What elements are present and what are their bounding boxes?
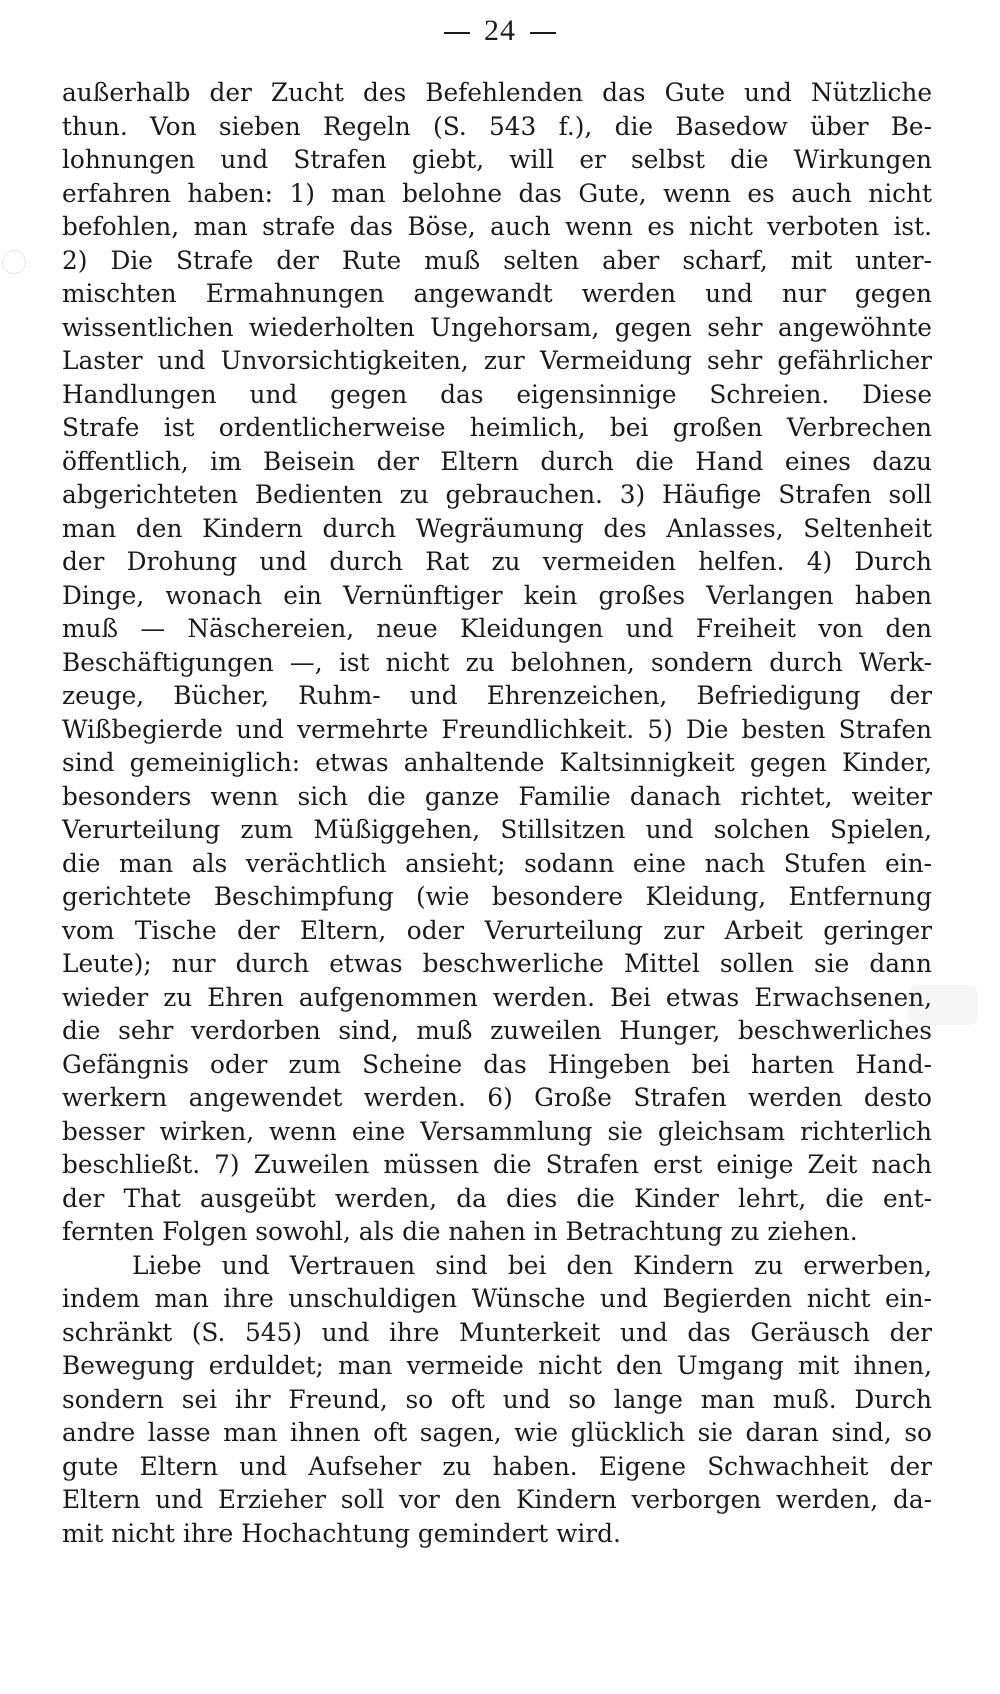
header-dash-left: [444, 32, 470, 34]
text-line: Handlungen und gegen das eigensinnige Schreien. Diese: [62, 379, 932, 409]
text-line: befohlen, man strafe das Böse, auch wenn es nicht verboten ist.: [62, 212, 932, 241]
text-line: Wißbegierde und vermehrte Freundlichkeit. 5) Die besten Strafen: [62, 714, 932, 744]
text-line: Dinge, wonach ein Vernünftiger kein großes Verlangen haben: [62, 580, 932, 610]
text-line: abgerichteten Bedienten zu gebrauchen. 3) Häufige Strafen soll: [62, 480, 932, 509]
paragraph-start-line: Liebe und Vertrauen sind bei den Kindern zu erwerben,: [132, 1250, 932, 1280]
text-line: vom Tische der Eltern, oder Verurteilung zur Arbeit geringer: [62, 915, 932, 945]
text-line: wissentlichen wiederholten Ungehorsam, gegen sehr angewöhnte: [62, 312, 932, 342]
text-line: besonders wenn sich die ganze Familie danach richtet, weiter: [62, 781, 932, 811]
text-line: thun. Von sieben Regeln (S. 543 f.), die Basedow über Be-: [62, 111, 932, 141]
margin-stamp: [2, 250, 26, 274]
text-line: Laster und Unvorsichtigkeiten, zur Vermeidung sehr gefährlicher: [62, 346, 932, 375]
text-line: 2) Die Strafe der Rute muß selten aber scharf, mit unter-: [62, 245, 932, 275]
text-line: lohnungen und Strafen giebt, will er selbst die Wirkungen: [62, 145, 932, 174]
text-line: besser wirken, wenn eine Versammlung sie gleichsam richterlich: [62, 1116, 932, 1146]
page-number-header: [0, 14, 1000, 48]
text-line: Bewegung erduldet; man vermeide nicht den Umgang mit ihnen,: [62, 1351, 932, 1380]
text-line: mischten Ermahnungen angewandt werden und nur gegen: [62, 279, 932, 308]
text-line: Gefängnis oder zum Scheine das Hingeben bei harten Hand-: [62, 1049, 932, 1079]
text-line: Beschäftigungen —, ist nicht zu belohnen, sondern durch Werk-: [62, 647, 932, 677]
text-line: man den Kindern durch Wegräumung des Anlasses, Seltenheit: [62, 513, 932, 543]
text-line: Eltern und Erzieher soll vor den Kindern verborgen werden, da-: [62, 1485, 932, 1514]
text-line: Leute); nur durch etwas beschwerliche Mittel sollen sie dann: [62, 949, 932, 978]
text-line: öffentlich, im Beisein der Eltern durch die Hand eines dazu: [62, 446, 932, 476]
text-line: gute Eltern und Aufseher zu haben. Eigene Schwachheit der: [62, 1451, 932, 1481]
text-line: zeuge, Bücher, Ruhm- und Ehrenzeichen, Befriedigung der: [62, 681, 932, 710]
text-line: indem man ihre unschuldigen Wünsche und Begierden nicht ein-: [62, 1284, 932, 1313]
text-line: gerichtete Beschimpfung (wie besondere Kleidung, Entfernung: [62, 882, 932, 911]
text-line: werkern angewendet werden. 6) Große Strafen werden desto: [62, 1083, 932, 1112]
text-line: fernten Folgen sowohl, als die nahen in Betrachtung zu ziehen.: [62, 1217, 858, 1246]
header-dash-right: [530, 32, 556, 34]
body-text: [62, 76, 932, 1550]
text-line: andre lasse man ihnen oft sagen, wie glücklich sie daran sind, so: [62, 1418, 932, 1447]
text-line: außerhalb der Zucht des Befehlenden das Gute und Nützliche: [62, 78, 932, 107]
text-line: schränkt (S. 545) und ihre Munterkeit und das Geräusch der: [62, 1317, 932, 1347]
text-line: die sehr verdorben sind, muß zuweilen Hunger, beschwerliches: [62, 1016, 932, 1045]
text-line: sondern sei ihr Freund, so oft und so lange man muß. Durch: [62, 1384, 932, 1414]
text-line: der Drohung und durch Rat zu vermeiden helfen. 4) Durch: [62, 547, 932, 576]
text-line: mit nicht ihre Hochachtung gemindert wird.: [62, 1518, 621, 1548]
text-line: wieder zu Ehren aufgenommen werden. Bei etwas Erwachsenen,: [62, 982, 932, 1012]
text-line: beschließt. 7) Zuweilen müssen die Strafen erst einige Zeit nach: [62, 1150, 932, 1179]
text-line: der That ausgeübt werden, da dies die Kinder lehrt, die ent-: [62, 1183, 932, 1213]
text-line: sind gemeiniglich: etwas anhaltende Kaltsinnigkeit gegen Kinder,: [62, 748, 932, 777]
page-number: 24: [484, 14, 516, 47]
text-line: erfahren haben: 1) man belohne das Gute, wenn es auch nicht: [62, 178, 932, 208]
text-line: die man als verächtlich ansieht; sodann eine nach Stufen ein-: [62, 848, 932, 878]
text-line: Strafe ist ordentlicherweise heimlich, bei großen Verbrechen: [62, 413, 932, 442]
text-line: muß — Näschereien, neue Kleidungen und Freiheit von den: [62, 614, 932, 643]
text-line: Verurteilung zum Müßiggehen, Stillsitzen und solchen Spielen,: [62, 815, 932, 844]
